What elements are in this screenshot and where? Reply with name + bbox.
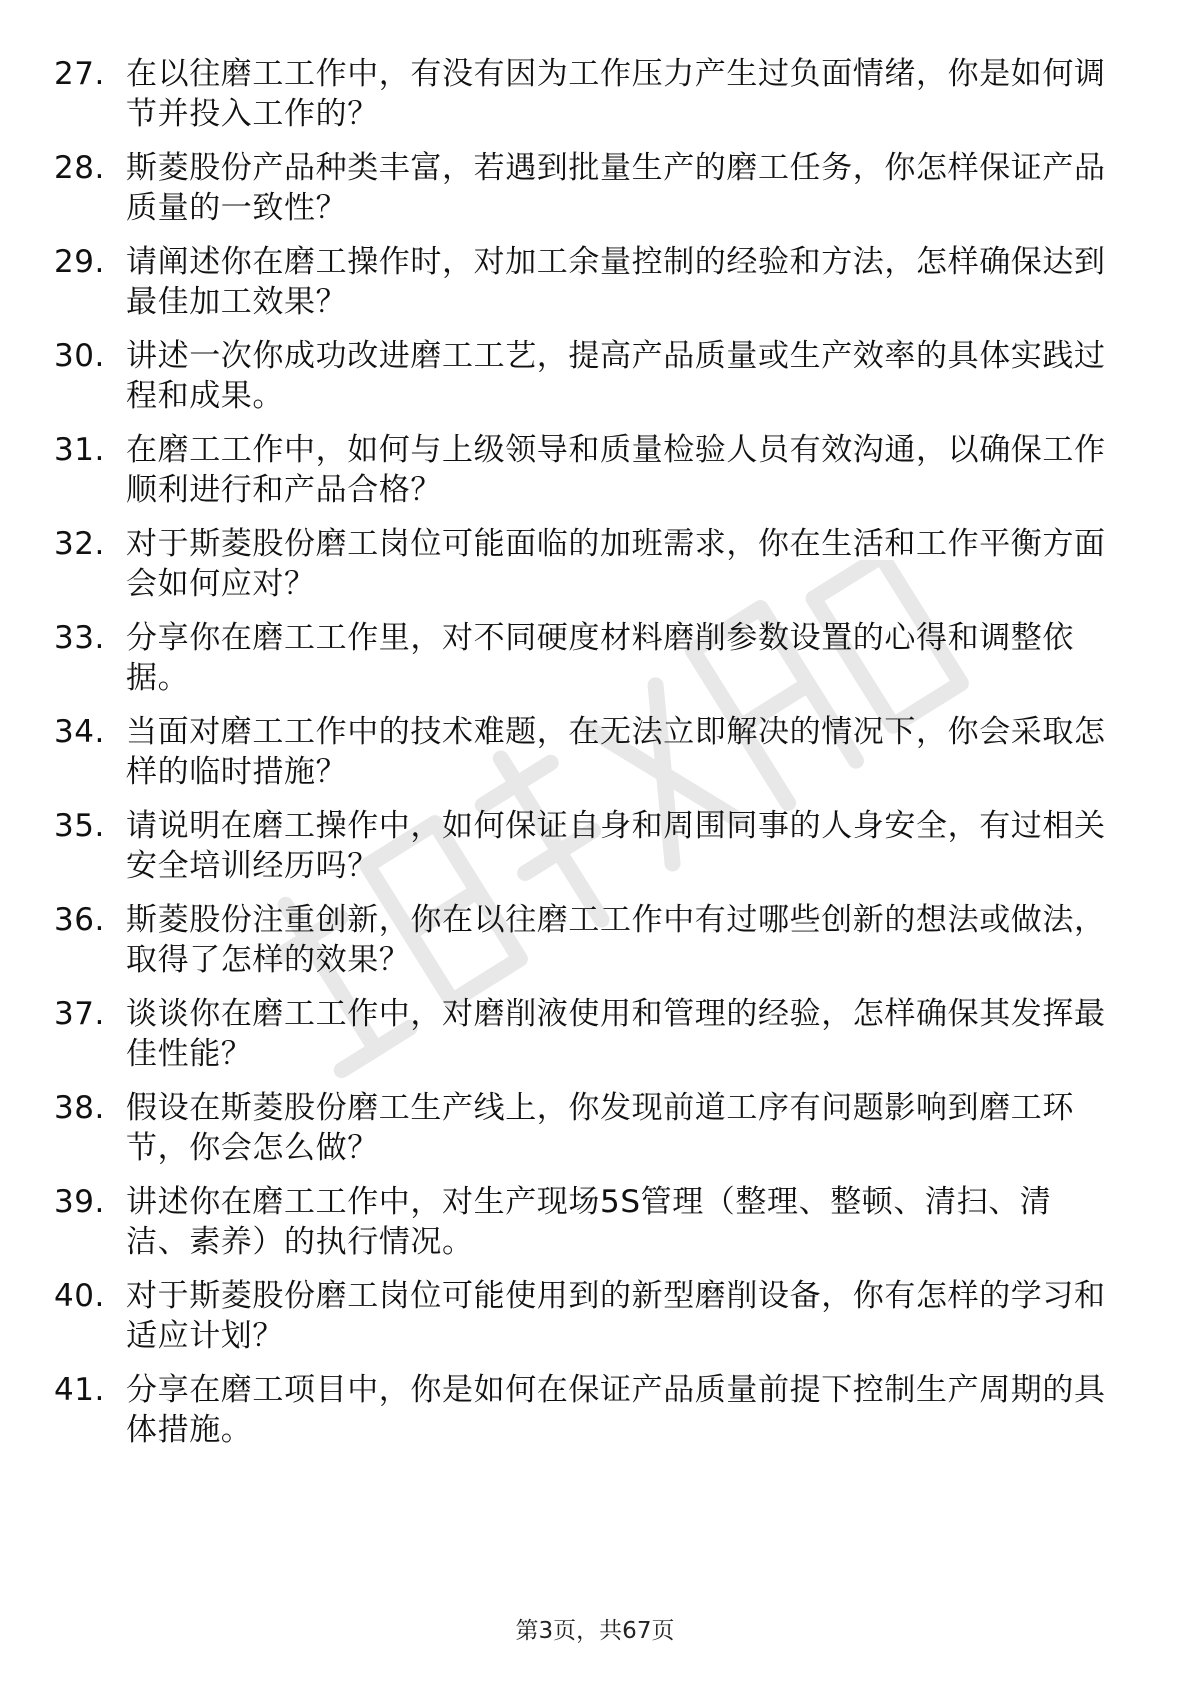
question-number: 29.	[54, 244, 105, 280]
question-item	[0, 1276, 1190, 1370]
question-text: 请阐述你在磨工操作时，对加工余量控制的经验和方法，怎样确保达到最佳加工效果？	[126, 244, 1106, 320]
question-item	[0, 336, 1190, 430]
question-number: 37.	[54, 996, 105, 1032]
question-item	[0, 618, 1190, 712]
question-text: 讲述一次你成功改进磨工工艺，提高产品质量或生产效率的具体实践过程和成果。	[126, 338, 1106, 414]
question-text: 讲述你在磨工工作中，对生产现场5S管理（整理、整顿、清扫、清洁、素养）的执行情况。	[126, 1184, 1052, 1260]
question-number: 35.	[54, 808, 105, 844]
question-text: 斯菱股份产品种类丰富，若遇到批量生产的磨工任务，你怎样保证产品质量的一致性？	[126, 150, 1106, 226]
question-text: 对于斯菱股份磨工岗位可能面临的加班需求，你在生活和工作平衡方面会如何应对？	[126, 526, 1106, 602]
question-text: 请说明在磨工操作中，如何保证自身和周围同事的人身安全，有过相关安全培训经历吗？	[126, 808, 1106, 884]
question-number: 34.	[54, 714, 105, 750]
question-item	[0, 900, 1190, 994]
question-number: 30.	[54, 338, 105, 374]
question-number: 38.	[54, 1090, 105, 1126]
question-item	[0, 806, 1190, 900]
question-item	[0, 54, 1190, 148]
page-number-label: 第3页，共67页	[515, 1618, 675, 1644]
question-text: 对于斯菱股份磨工岗位可能使用到的新型磨削设备，你有怎样的学习和适应计划？	[126, 1278, 1106, 1354]
question-number: 27.	[54, 56, 105, 92]
question-number: 33.	[54, 620, 105, 656]
question-text: 分享你在磨工工作里，对不同硬度材料磨削参数设置的心得和调整依据。	[126, 620, 1074, 696]
question-item	[0, 1182, 1190, 1276]
question-text: 在以往磨工工作中，有没有因为工作压力产生过负面情绪，你是如何调节并投入工作的？	[126, 56, 1106, 132]
question-number: 31.	[54, 432, 105, 468]
question-text: 当面对磨工工作中的技术难题，在无法立即解决的情况下，你会采取怎样的临时措施？	[126, 714, 1106, 790]
question-number: 32.	[54, 526, 105, 562]
question-item	[0, 148, 1190, 242]
question-number: 36.	[54, 902, 105, 938]
question-item	[0, 994, 1190, 1088]
question-number: 40.	[54, 1278, 105, 1314]
question-item	[0, 430, 1190, 524]
question-number: 28.	[54, 150, 105, 186]
question-text: 谈谈你在磨工工作中，对磨削液使用和管理的经验，怎样确保其发挥最佳性能？	[126, 996, 1106, 1072]
question-text: 斯菱股份注重创新，你在以往磨工工作中有过哪些创新的想法或做法，取得了怎样的效果？	[126, 902, 1106, 978]
question-number: 41.	[54, 1372, 105, 1408]
question-text: 分享在磨工项目中，你是如何在保证产品质量前提下控制生产周期的具体措施。	[126, 1372, 1106, 1448]
page-footer	[0, 1616, 1190, 1646]
question-text: 假设在斯菱股份磨工生产线上，你发现前道工序有问题影响到磨工环节，你会怎么做？	[126, 1090, 1074, 1166]
question-item	[0, 1370, 1190, 1464]
question-text: 在磨工工作中，如何与上级领导和质量检验人员有效沟通，以确保工作顺利进行和产品合格？	[126, 432, 1106, 508]
question-item	[0, 524, 1190, 618]
question-item	[0, 1088, 1190, 1182]
question-item	[0, 242, 1190, 336]
question-item	[0, 712, 1190, 806]
question-list	[0, 54, 1190, 1464]
question-number: 39.	[54, 1184, 105, 1220]
